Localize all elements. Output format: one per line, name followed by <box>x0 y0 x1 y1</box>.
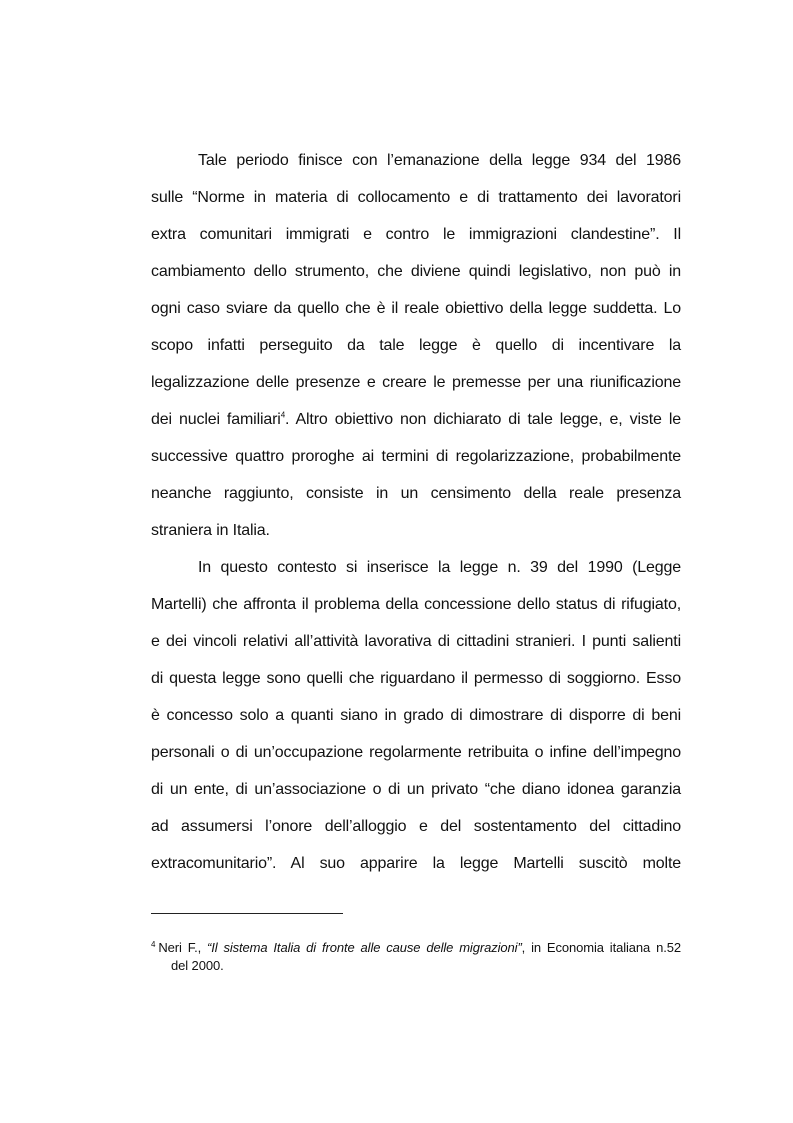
paragraph-1 <box>151 142 681 549</box>
footnote-author: Neri F., <box>158 940 208 955</box>
footnote-separator <box>151 913 343 914</box>
text-line: personali o di un’occupazione regolarmente retribuita o infine dell’impegno <box>151 744 681 761</box>
text-line: di questa legge sono quelli che riguardano il permesso di soggiorno. Esso <box>151 670 681 687</box>
footnote-line: del 2000. <box>171 958 224 973</box>
text-line: ad assumersi l’onore dell’alloggio e del sostentamento del cittadino <box>151 818 681 835</box>
text-line: cambiamento dello strumento, che diviene quindi legislativo, non può in <box>151 263 681 280</box>
text-line-with-footnote-ref <box>151 401 681 438</box>
text-line: e dei vincoli relativi all’attività lavorativa di cittadini stranieri. I punti salienti <box>151 633 681 650</box>
text-line: successive quattro proroghe ai termini di regolarizzazione, probabilmente <box>151 448 681 465</box>
text-line: In questo contesto si inserisce la legge n. 39 del 1990 (Legge <box>198 559 681 576</box>
footnote-source: , in Economia italiana n.52 <box>521 940 681 955</box>
text-line: legalizzazione delle presenze e creare le premesse per una riunificazione <box>151 374 681 391</box>
footnote-title: “Il sistema Italia di fronte alle cause delle migrazioni” <box>207 940 522 955</box>
footnote-number: 4 <box>151 939 156 949</box>
footnote <box>151 939 681 975</box>
footnote-reference: 4 <box>280 410 286 420</box>
footnote-line <box>151 939 681 957</box>
text-segment: . Altro obiettivo non dichiarato di tale legge, e, viste le <box>285 411 681 428</box>
text-line: ogni caso sviare da quello che è il reale obiettivo della legge suddetta. Lo <box>151 300 681 317</box>
paragraph-2 <box>151 549 681 882</box>
text-line: extra comunitari immigrati e contro le immigrazioni clandestine”. Il <box>151 226 681 243</box>
text-segment: dei nuclei familiari <box>151 411 281 428</box>
body-text <box>151 142 681 882</box>
text-line: extracomunitario”. Al suo apparire la legge Martelli suscitò molte <box>151 855 681 872</box>
text-line: è concesso solo a quanti siano in grado di dimostrare di disporre di beni <box>151 707 681 724</box>
text-line: neanche raggiunto, consiste in un censimento della reale presenza <box>151 485 681 502</box>
text-line: Tale periodo finisce con l’emanazione della legge 934 del 1986 <box>198 152 681 169</box>
text-line: Martelli) che affronta il problema della concessione dello status di rifugiato, <box>151 596 681 613</box>
text-line: straniera in Italia. <box>151 522 270 539</box>
text-line: scopo infatti perseguito da tale legge è quello di incentivare la <box>151 337 681 354</box>
text-line: di un ente, di un’associazione o di un privato “che diano idonea garanzia <box>151 781 681 798</box>
text-line: sulle “Norme in materia di collocamento e di trattamento dei lavoratori <box>151 189 681 206</box>
